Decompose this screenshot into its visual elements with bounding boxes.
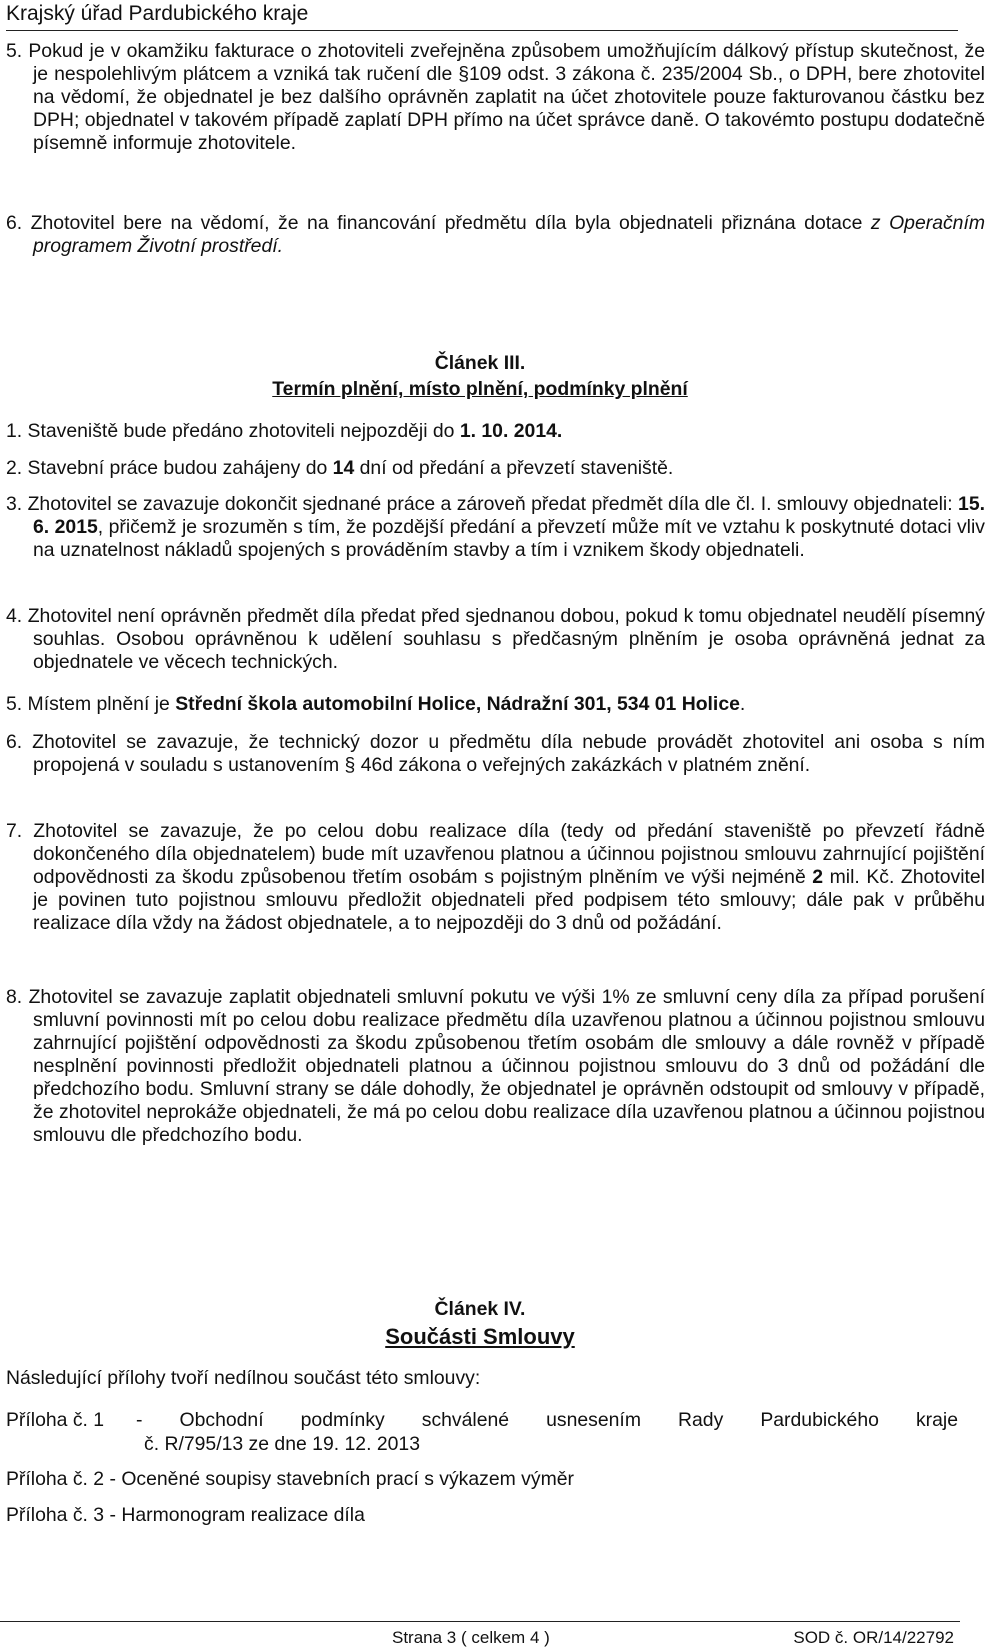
- item-1-date: 1. 10. 2014.: [459, 420, 563, 442]
- item-5-text-b: .: [739, 693, 746, 715]
- item-2-text-a: 2. Stavební práce budou zahájeny do: [6, 457, 333, 479]
- attachment-2-label: Příloha č. 2: [6, 1468, 105, 1490]
- item-1-text: 1. Staveniště bude předáno zhotoviteli nejpozději do: [6, 420, 460, 442]
- attachment-1: [6, 1409, 958, 1432]
- page-header: [6, 0, 958, 31]
- paragraph-6-program: z Operačním programem Životní prostředí.: [33, 212, 985, 257]
- paragraph-5: 5. Pokud je v okamžiku fakturace o zhotoviteli zveřejněna způsobem umožňujícím dálkový přístup skutečnost, že je nespolehlivým plátcem a vzniká tak ručení dle §109 odst. 3 zákona č. 235/2004 Sb., o DPH, bere zhotovitel na vědomí, že objednatel je bez dalšího oprávněn zaplatit na účet zhotovitele pouze fakturovanou částku bez DPH; objednatel v takovém případě zaplatí DPH přímo na účet správce daně. O takovémto postupu dodatečně písemně informuje zhotovitele.: [6, 40, 985, 154]
- article-4-subheading: Součásti Smlouvy: [385, 1324, 575, 1349]
- document-number: SOD č. OR/14/22792: [793, 1628, 954, 1647]
- item-7-text-b: mil. Kč. Zhotovitel je povinen tuto pojistnou smlouvu předložit objednateli před podpisem této smlouvy; dále pak v průběhu realizace díla vždy na žádost objednatele, a to nejpozději do 3 dnů od požádání.: [33, 866, 985, 934]
- attachment-3-text: - Harmonogram realizace díla: [109, 1504, 365, 1526]
- item-3-text-a: 3. Zhotovitel se zavazuje dokončit sjednané práce a zároveň předat předmět díla dle čl. I. smlouvy objednateli:: [6, 493, 959, 515]
- attachment-1-line-2: č. R/795/13 ze dne 19. 12. 2013: [144, 1433, 420, 1455]
- item-3-date: 15. 6. 2015: [33, 493, 985, 538]
- page-number: Strana 3 ( celkem 4 ): [392, 1628, 550, 1647]
- attachment-3: [6, 1504, 958, 1527]
- article-3-item-4: 4. Zhotovitel není oprávněn předmět díla předat před sjednanou dobou, pokud k tomu objednatel neudělí písemný souhlas. Osobou oprávněnou k udělení souhlasu s předčasným plněním je osoba oprávněná jednat za objednatele ve věcech technických.: [6, 605, 985, 673]
- item-3-text-b: , přičemž je srozuměn s tím, že pozdější předání a převzetí může mít ve vztahu k poskytnuté dotaci vliv na uznatelnost nákladů spojených s prováděním stavby a tím i vznikem škody objednateli.: [33, 516, 985, 561]
- attachment-1-label: Příloha č. 1: [6, 1409, 105, 1431]
- article-3-item-1: [6, 420, 985, 443]
- item-5-place: Střední škola automobilní Holice, Nádražní 301, 534 01 Holice: [175, 693, 740, 715]
- article-3-heading: Článek III.: [434, 352, 526, 374]
- article-3-item-6: 6. Zhotovitel se zavazuje, že technický dozor u předmětu díla nebude provádět zhotovitel ani osoba s ním propojená v souladu s ustanovením § 46d zákona o veřejných zakázkách v platném znění.: [6, 731, 985, 776]
- header-title: Krajský úřad Pardubického kraje: [6, 2, 309, 25]
- item-5-text-a: 5. Místem plnění je: [6, 693, 176, 715]
- article-3-item-7: [6, 820, 985, 935]
- article-3-item-2: [6, 457, 985, 480]
- paragraph-6: [6, 212, 985, 258]
- paragraph-6-text: 6. Zhotovitel bere na vědomí, že na financování předmětu díla byla objednateli přiznána dotace: [6, 212, 871, 234]
- article-3-item-5: [6, 693, 985, 716]
- item-7-amount: 2: [812, 866, 824, 888]
- article-3-item-3: [6, 493, 985, 562]
- article-3-item-8: 8. Zhotovitel se zavazuje zaplatit objednateli smluvní pokutu ve výši 1% ze smluvní ceny díla za případ porušení smluvní povinnosti mít po celou dobu realizace předmětu díla uzavřenou platnou a účinnou pojistnou smlouvu zahrnující pojištění odpovědnosti za škodu způsobenou třetím osobám dle smlouvy a dále rovněž v případě nesplnění povinnosti předložit objednateli platnou a účinnou pojistnou smlouvu do 3 dnů od požádání dle předchozího bodu. Smluvní strany se dále dohodly, že objednatel je oprávněn odstoupit od smlouvy v případě, že zhotovitel neprokáže objednateli, že má po celou dobu realizace díla uzavřenou platnou a účinnou pojistnou smlouvu dle předchozího bodu.: [6, 986, 985, 1146]
- item-2-text-b: dní od předání a převzetí staveniště.: [354, 457, 674, 479]
- attachment-3-label: Příloha č. 3: [6, 1504, 105, 1526]
- article-4-heading: Článek IV.: [434, 1298, 526, 1320]
- item-2-days: 14: [332, 457, 355, 479]
- attachment-1-text: - Obchodní podmínky schválené usnesením Rady Pardubického kraje: [136, 1409, 958, 1431]
- article-3-subheading: Termín plnění, místo plnění, podmínky plnění: [272, 378, 688, 400]
- attachment-2: [6, 1468, 958, 1491]
- attachments-intro: Následující přílohy tvoří nedílnou součást této smlouvy:: [6, 1367, 481, 1389]
- page-footer: [0, 1621, 960, 1651]
- item-7-text-a: 7. Zhotovitel se zavazuje, že po celou dobu realizace díla (tedy od předání staveniště po převzetí řádně dokončeného díla objednatelem) bude mít uzavřenou platnou a účinnou pojistnou smlouvu zahrnující pojištění odpovědnosti za škodu způsobenou třetím osobám s pojistným plněním ve výši nejméně: [6, 820, 985, 888]
- attachment-2-text: - Oceněné soupisy stavebních prací s výkazem výměr: [109, 1468, 574, 1490]
